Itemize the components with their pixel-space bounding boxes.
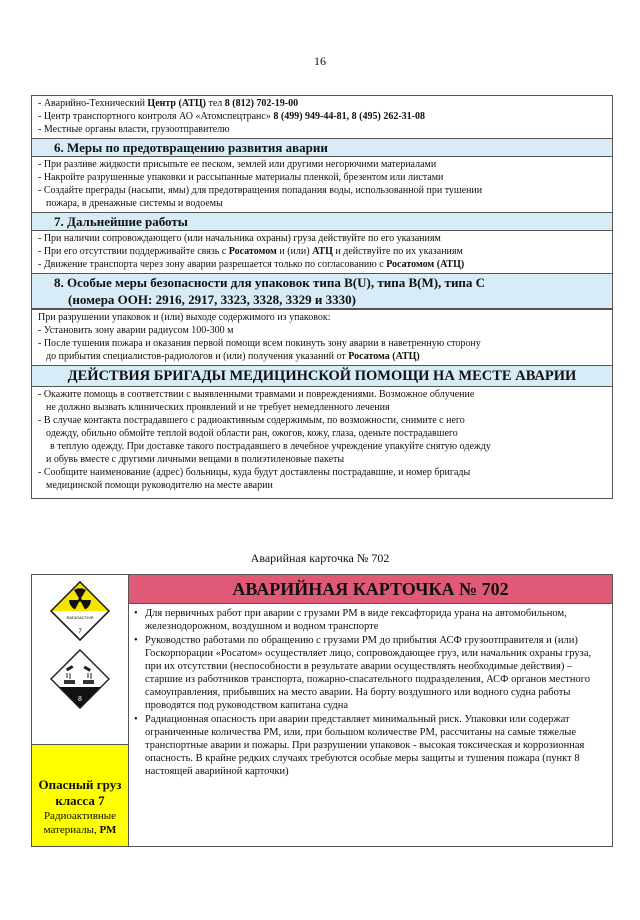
list-item: - Окажите помощь в соответствии с выявленными травмами и повреждениями. Возможное облучение bbox=[38, 389, 475, 400]
section-6-title: 6. Меры по предотвращению развития аварии bbox=[32, 138, 612, 157]
list-item: и обувь вместе с другими личными вещами в полиэтиленовые пакеты bbox=[46, 454, 345, 465]
page-number: 16 bbox=[314, 54, 326, 68]
radioactive-hazard-sign-icon bbox=[50, 581, 110, 641]
list-item: - При наличии сопровождающего (или начальника охраны) груза действуйте по его указаниям bbox=[38, 233, 441, 244]
list-item: не должно вызвать клинических проявлений и не требует немедленного лечения bbox=[46, 402, 390, 413]
list-item: до прибытия специалистов-радиологов и (или) получения указаний от Росатома (АТЦ) bbox=[46, 351, 420, 362]
hazard-class-label: Опасный груз класса 7 Радиоактивные материалы, РМ bbox=[32, 744, 128, 846]
svg-text:RADIOACTIVE: RADIOACTIVE bbox=[66, 615, 94, 620]
emergency-card bbox=[31, 574, 613, 847]
list-item: - Сообщите наименование (адрес) больницы, куда будут доставлены пострадавшие, и номер бригады bbox=[38, 467, 471, 478]
section-8-body bbox=[32, 309, 612, 365]
list-item: - При разливе жидкости присыпьте ее песком, землей или другими негорючими материалами bbox=[38, 159, 437, 170]
corrosive-hazard-sign-icon bbox=[50, 649, 110, 709]
section-6-body bbox=[32, 157, 612, 212]
svg-text:7: 7 bbox=[78, 629, 82, 635]
card-left-column bbox=[32, 575, 129, 846]
list-item: - Движение транспорта через зону аварии разрешается только по согласованию с Росатомом (АТЦ) bbox=[38, 259, 465, 270]
list-item: - Установить зону аварии радиусом 100-300 м bbox=[38, 325, 234, 336]
list-item: При разрушении упаковок и (или) выходе содержимого из упаковок: bbox=[38, 312, 331, 323]
section-8-title: 8. Особые меры безопасности для упаковок типа B(U), типа B(M), типа C (номера ООН: 2916, 2917, 3323, 3328, 3329 и 3330) bbox=[32, 273, 612, 309]
contact-line: - Центр транспортного контроля АО «Атомспецтранс» 8 (499) 949-44-81, 8 (495) 262-31-08 bbox=[38, 111, 425, 122]
section-7-body bbox=[32, 231, 612, 273]
card-right-column bbox=[129, 575, 612, 846]
list-item: - После тушения пожара и оказания первой помощи всем покинуть зону аварии в наветренную сторону bbox=[38, 338, 481, 349]
medical-section-title: ДЕЙСТВИЯ БРИГАДЫ МЕДИЦИНСКОЙ ПОМОЩИ НА МЕСТЕ АВАРИИ bbox=[32, 365, 612, 387]
card-bullets bbox=[129, 604, 612, 778]
list-item: • Для первичных работ при аварии с грузами РМ в виде гексафторида урана на автомобильном, железнодорожном, воздушном и водном транспорте bbox=[129, 607, 612, 633]
list-item: • Радиационная опасность при аварии представляет минимальный риск. Упаковки или содержат ограниченные количества РМ, или, при большом количестве РМ, рассчитаны на самые тяжелые транспортные аварии и пожары. При разрушении упаковок - высокая токсическая и коррозионная опасность. В крайне редких случаях требуются особые меры защиты и тушения пожара (пункт 8 настоящей аварийной карточки) bbox=[129, 713, 612, 778]
hazard-signs bbox=[32, 575, 128, 744]
contact-line: - Местные органы власти, грузоотправителю bbox=[38, 124, 230, 135]
contact-line: - Аварийно-Технический Центр (АТЦ) тел 8 (812) 702-19-00 bbox=[38, 98, 299, 109]
list-item: - Накройте разрушенные упаковки и рассыпанные материалы пленкой, брезентом или листами bbox=[38, 172, 444, 183]
list-item: - В случае контакта пострадавшего с радиоактивным содержимым, по возможности, снимите с него bbox=[38, 415, 465, 426]
list-item: - Создайте преграды (насыпи, ямы) для предотвращения попадания воды, использованной при тушении bbox=[38, 185, 483, 196]
emergency-instructions-table bbox=[31, 95, 613, 499]
list-item: в теплую одежду. При доставке такого пострадавшего в лечебное учреждение упакуйте снятую одежду bbox=[50, 441, 491, 452]
medical-section-body bbox=[32, 387, 612, 498]
list-item: одежду, обильно обмойте теплой водой области ран, ожогов, кожу, глаза, оденьте пострадавшего bbox=[46, 428, 458, 439]
card-title: АВАРИЙНАЯ КАРТОЧКА № 702 bbox=[129, 575, 612, 604]
list-item: пожара, в дренажные системы и водоемы bbox=[46, 198, 223, 209]
svg-text:8: 8 bbox=[78, 696, 82, 703]
card-caption: Аварийная карточка № 702 bbox=[250, 551, 390, 565]
section-7-title: 7. Дальнейшие работы bbox=[32, 212, 612, 231]
contacts-block bbox=[32, 96, 612, 138]
list-item: медицинской помощи руководителю на месте аварии bbox=[46, 480, 273, 491]
list-item: - При его отсутствии поддерживайте связь с Росатомом и (или) АТЦ и действуйте по их указаниям bbox=[38, 246, 463, 257]
list-item: • Руководство работами по обращению с грузами РМ до прибытия АСФ грузоотправителя и (или) Госкорпорации «Росатом» осуществляет лицо, сопровождающее груз, или начальник охраны груза, при их отсутствии (неспособности в результате аварии осуществлять необходимые действия) – старшие из работников транспорта, пожарно-спасательного подразделения, АСФ органов местного самоуправления, прибывших на место аварии. На борту воздушного или водного судна работы проводятся под руководством капитана судна bbox=[129, 634, 612, 712]
